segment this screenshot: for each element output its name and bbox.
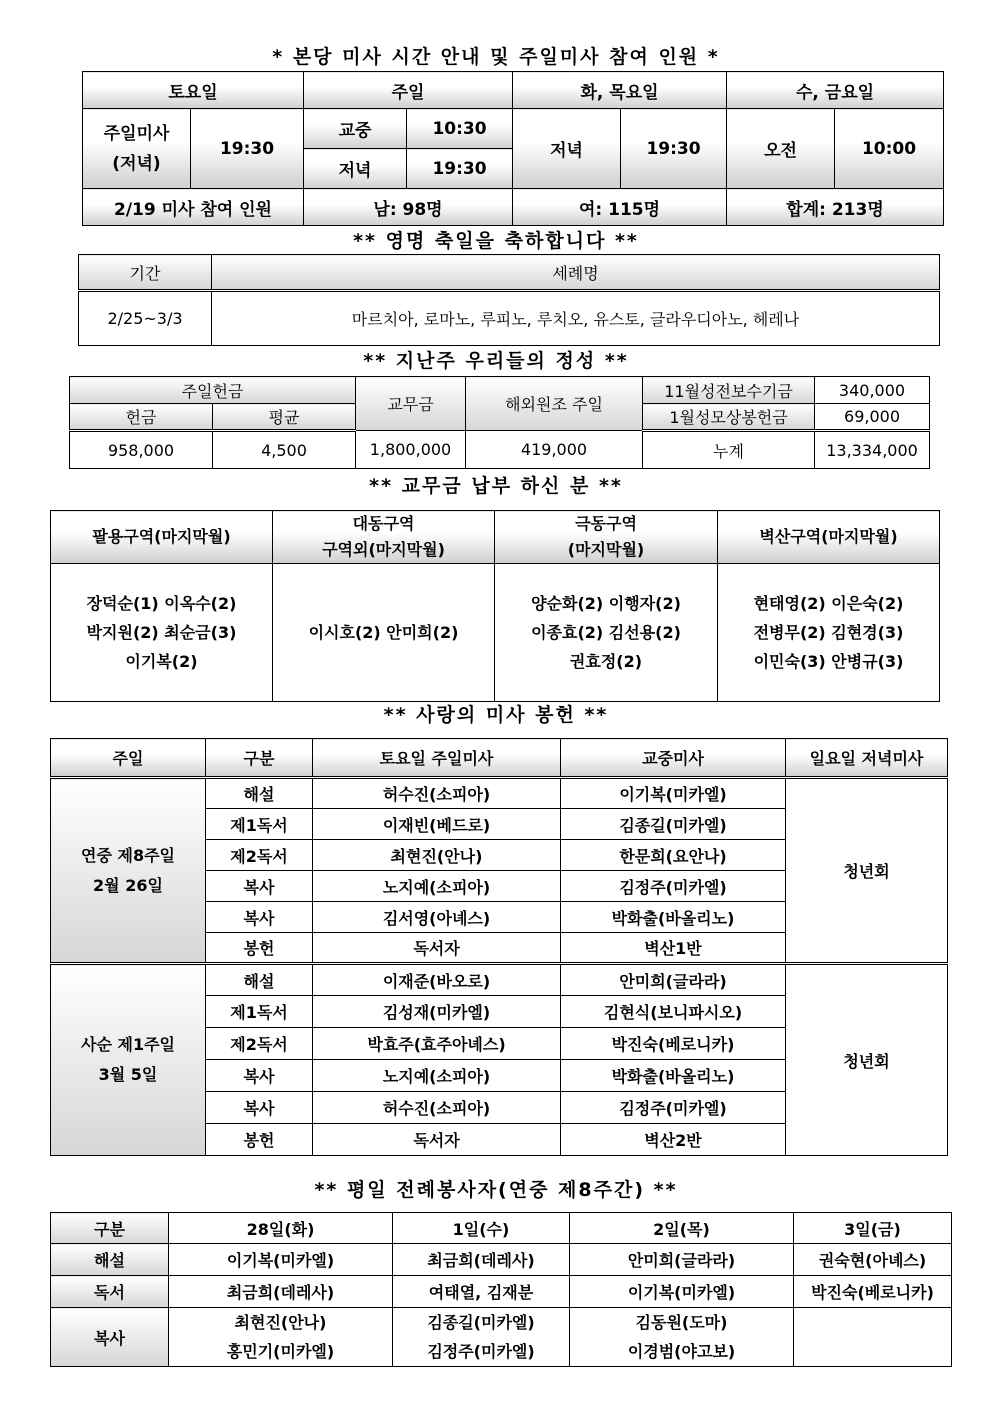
week1-sat: 노지예(소피아) xyxy=(313,871,561,902)
week1-role: 해설 xyxy=(206,778,313,809)
sunday-main-label: 교중 xyxy=(304,109,407,149)
mass-header-evening: 일요일 저녁미사 xyxy=(786,739,948,778)
weekday-cell: 여태열, 김재분 xyxy=(393,1276,570,1308)
sunday-main-time: 10:30 xyxy=(407,109,513,149)
cash-header: 헌금 xyxy=(70,404,213,431)
table-row xyxy=(51,1276,952,1308)
week1-role: 봉헌 xyxy=(206,933,313,964)
weekday-header-role: 구분 xyxy=(51,1213,169,1244)
header-saturday: 토요일 xyxy=(83,72,304,109)
tue-thu-time: 19:30 xyxy=(621,109,727,189)
saturday-mass-label: 주일미사 (저녁) xyxy=(83,109,191,189)
average-header: 평균 xyxy=(213,404,356,431)
love-mass-title: ** 사랑의 미사 봉헌 ** xyxy=(383,704,609,726)
district-byeoksan-header: 벽산구역(마지막월) xyxy=(718,511,940,564)
average-value: 4,500 xyxy=(213,431,356,469)
week2-sunday: 사순 제1주일 3월 5일 xyxy=(51,964,206,1156)
dues-payers-table xyxy=(50,510,940,702)
feast-header-names: 세례명 xyxy=(212,255,940,291)
week2-main: 안미희(글라라) xyxy=(561,964,786,996)
week2-main: 벽산2반 xyxy=(561,1124,786,1156)
week2-sat: 노지예(소피아) xyxy=(313,1060,561,1092)
header-wed-fri: 수, 금요일 xyxy=(727,72,944,109)
feast-day-title: ** 영명 축일을 축하합니다 ** xyxy=(353,230,639,252)
weekday-role: 복사 xyxy=(51,1308,169,1367)
cumulative-value: 13,334,000 xyxy=(815,431,930,469)
week2-evening: 청년회 xyxy=(786,964,948,1156)
weekday-cell xyxy=(794,1308,952,1367)
weekday-cell: 안미희(글라라) xyxy=(570,1244,794,1276)
parish-dues-value: 1,800,000 xyxy=(356,431,466,469)
feast-names: 마르치아, 로마노, 루피노, 루치오, 유스토, 글라우디아노, 헤레나 xyxy=(212,291,940,346)
mass-schedule-table xyxy=(82,71,944,226)
week1-main: 벽산1반 xyxy=(561,933,786,964)
week1-sunday: 연중 제8주일 2월 26일 xyxy=(51,778,206,964)
mass-schedule-title: * 본당 미사 시간 안내 및 주일미사 참여 인원 * xyxy=(272,46,720,68)
wed-fri-time: 10:00 xyxy=(835,109,944,189)
table-row xyxy=(51,778,948,809)
saturday-mass-time: 19:30 xyxy=(191,109,304,189)
week2-sat: 독서자 xyxy=(313,1124,561,1156)
mass-header-sunday: 주일 xyxy=(51,739,206,778)
overseas-aid-header: 해외원조 주일 xyxy=(466,377,643,431)
attendance-label: 2/19 미사 참여 인원 xyxy=(83,189,304,226)
weekday-header-fri: 3일(금) xyxy=(794,1213,952,1244)
cash-value: 958,000 xyxy=(70,431,213,469)
week1-role: 제2독서 xyxy=(206,840,313,871)
nov-fund-value: 340,000 xyxy=(815,377,930,404)
weekday-cell: 김동원(도마) 이경범(야고보) xyxy=(570,1308,794,1367)
table-row xyxy=(51,1308,952,1367)
week1-sat: 이재빈(베드로) xyxy=(313,809,561,840)
week1-main: 김종길(미카엘) xyxy=(561,809,786,840)
mass-header-main: 교중미사 xyxy=(561,739,786,778)
weekday-servers-table xyxy=(50,1212,952,1367)
week2-sat: 이재준(바오로) xyxy=(313,964,561,996)
district-daedong-names: 이시호(2) 안미희(2) xyxy=(273,564,495,702)
district-byeoksan-names: 현태영(2) 이은숙(2) 전병무(2) 김현경(3) 이민숙(3) 안병규(3) xyxy=(718,564,940,702)
table-row xyxy=(51,1244,952,1276)
weekday-cell: 최금희(데레사) xyxy=(169,1276,393,1308)
district-geukdong-names: 양순화(2) 이행자(2) 이종효(2) 김선용(2) 권효정(2) xyxy=(495,564,718,702)
weekday-header-tue: 28일(화) xyxy=(169,1213,393,1244)
weekday-cell: 김종길(미카엘) 김정주(미카엘) xyxy=(393,1308,570,1367)
dues-payers-title: ** 교무금 납부 하신 분 ** xyxy=(369,475,623,497)
week2-main: 박진숙(베로니카) xyxy=(561,1028,786,1060)
cumulative-label: 누계 xyxy=(643,431,815,469)
weekday-cell: 최금희(데레사) xyxy=(393,1244,570,1276)
week2-role: 복사 xyxy=(206,1060,313,1092)
week1-main: 김정주(미카엘) xyxy=(561,871,786,902)
weekday-role: 독서 xyxy=(51,1276,169,1308)
week2-role: 제1독서 xyxy=(206,996,313,1028)
week1-role: 복사 xyxy=(206,871,313,902)
weekday-cell: 권숙현(아녜스) xyxy=(794,1244,952,1276)
week2-sat: 허수진(소피아) xyxy=(313,1092,561,1124)
attendance-female: 여: 115명 xyxy=(513,189,727,226)
week2-main: 김현식(보니파시오) xyxy=(561,996,786,1028)
nov-fund-label: 11월성전보수기금 xyxy=(643,377,815,404)
feast-header-period: 기간 xyxy=(79,255,212,291)
table-row xyxy=(51,964,948,996)
love-mass-table xyxy=(50,738,948,1156)
week1-role: 복사 xyxy=(206,902,313,933)
week1-main: 한문희(요안나) xyxy=(561,840,786,871)
weekday-cell: 이기복(미카엘) xyxy=(570,1276,794,1308)
week1-role: 제1독서 xyxy=(206,809,313,840)
week1-sat: 허수진(소피아) xyxy=(313,778,561,809)
parish-dues-header: 교무금 xyxy=(356,377,466,431)
mass-header-role: 구분 xyxy=(206,739,313,778)
weekday-servers-title: ** 평일 전례봉사자(연중 제8주간) ** xyxy=(314,1179,678,1201)
district-geukdong-header: 극동구역 (마지막월) xyxy=(495,511,718,564)
sunday-evening-label: 저녁 xyxy=(304,149,407,189)
weekday-cell: 최현진(안나) 홍민기(미카엘) xyxy=(169,1308,393,1367)
attendance-male: 남: 98명 xyxy=(304,189,513,226)
week2-main: 김정주(미카엘) xyxy=(561,1092,786,1124)
header-tue-thu: 화, 목요일 xyxy=(513,72,727,109)
week1-sat: 독서자 xyxy=(313,933,561,964)
mass-header-saturday: 토요일 주일미사 xyxy=(313,739,561,778)
weekday-cell: 이기복(미카엘) xyxy=(169,1244,393,1276)
offering-table xyxy=(69,376,930,469)
week2-role: 복사 xyxy=(206,1092,313,1124)
sunday-offering-header: 주일헌금 xyxy=(70,377,356,404)
wed-fri-label: 오전 xyxy=(727,109,835,189)
weekday-cell: 박진숙(베로니카) xyxy=(794,1276,952,1308)
jan-fund-label: 1월성모상봉헌금 xyxy=(643,404,815,431)
attendance-total: 합계: 213명 xyxy=(727,189,944,226)
feast-period: 2/25~3/3 xyxy=(79,291,212,346)
week1-sat: 김서영(아녜스) xyxy=(313,902,561,933)
week1-sat: 최현진(안나) xyxy=(313,840,561,871)
weekday-header-wed: 1일(수) xyxy=(393,1213,570,1244)
offering-title: ** 지난주 우리들의 정성 ** xyxy=(363,350,629,372)
sunday-evening-time: 19:30 xyxy=(407,149,513,189)
week2-role: 제2독서 xyxy=(206,1028,313,1060)
overseas-aid-value: 419,000 xyxy=(466,431,643,469)
week2-role: 봉헌 xyxy=(206,1124,313,1156)
jan-fund-value: 69,000 xyxy=(815,404,930,431)
header-sunday: 주일 xyxy=(304,72,513,109)
week2-sat: 김성재(미카엘) xyxy=(313,996,561,1028)
week2-main: 박화출(바올리노) xyxy=(561,1060,786,1092)
week1-main: 박화출(바올리노) xyxy=(561,902,786,933)
district-palyong-header: 팔용구역(마지막월) xyxy=(51,511,273,564)
feast-day-table xyxy=(78,254,940,346)
district-daedong-header: 대동구역 구역외(마지막월) xyxy=(273,511,495,564)
week1-evening: 청년회 xyxy=(786,778,948,964)
district-palyong-names: 장덕순(1) 이옥수(2) 박지원(2) 최순금(3) 이기복(2) xyxy=(51,564,273,702)
week1-main: 이기복(미카엘) xyxy=(561,778,786,809)
weekday-role: 해설 xyxy=(51,1244,169,1276)
tue-thu-label: 저녁 xyxy=(513,109,621,189)
week2-role: 해설 xyxy=(206,964,313,996)
week2-sat: 박효주(효주아녜스) xyxy=(313,1028,561,1060)
weekday-header-thu: 2일(목) xyxy=(570,1213,794,1244)
